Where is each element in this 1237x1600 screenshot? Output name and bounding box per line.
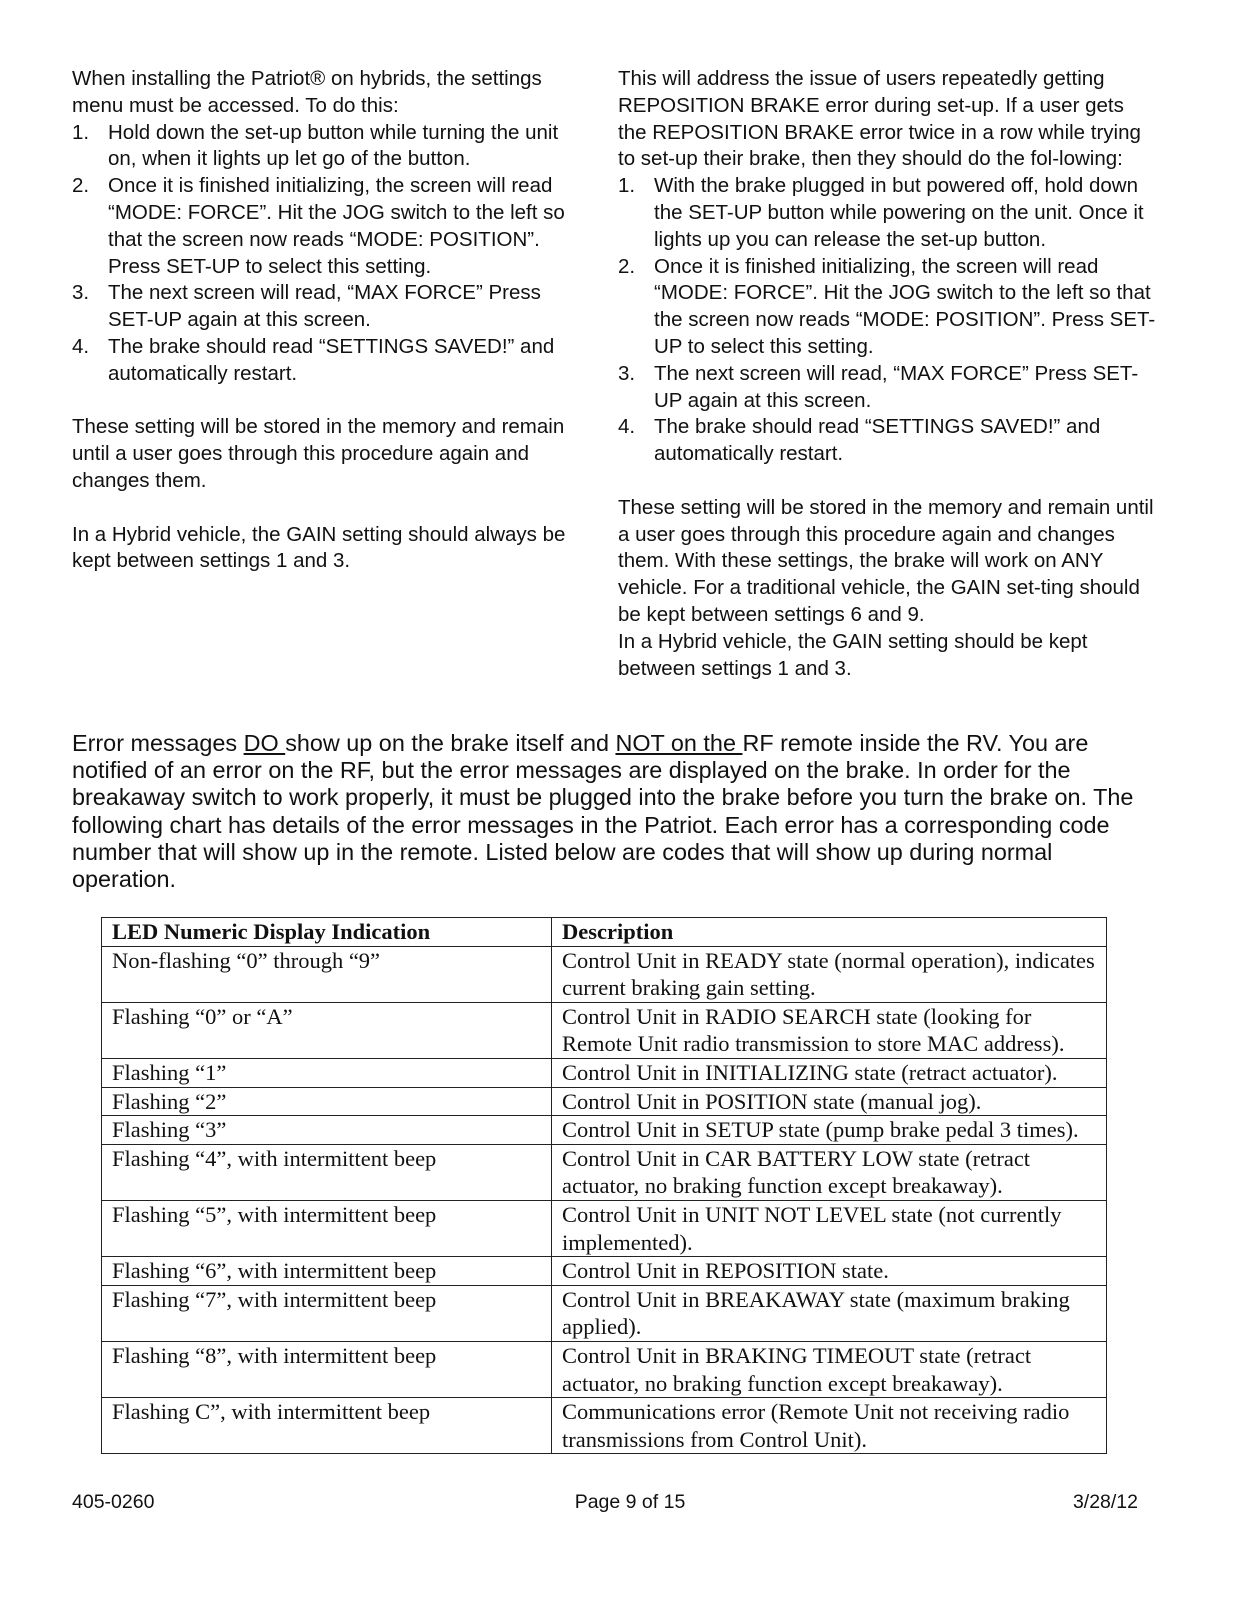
indication-cell: Flashing “1” [102, 1058, 552, 1087]
step-text: The brake should read “SETTINGS SAVED!” and automatically restart. [654, 415, 1101, 466]
step-number: 2. [72, 174, 90, 198]
description-cell: Control Unit in BRAKING TIMEOUT state (retract actuator, no braking function except breakaway). [552, 1341, 1107, 1397]
description-cell: Control Unit in BREAKAWAY state (maximum braking applied). [552, 1285, 1107, 1341]
step-text: With the brake plugged in but powered off, hold down the SET-UP button while powering on the unit. Once it lights up you can release the set-up button. [654, 174, 1144, 251]
list-item [618, 361, 1158, 415]
error-messages-intro [72, 730, 1152, 893]
table-row [102, 1144, 1107, 1200]
intro-text: show up on the brake itself and [285, 730, 616, 756]
indication-cell: Flashing “4”, with intermittent beep [102, 1144, 552, 1200]
right-column [618, 66, 1158, 682]
intro-underlined-text: NOT on the [615, 730, 743, 756]
right-storage-paragraph: These setting will be stored in the memory and remain until a user goes through this procedure again and changes them. With these settings, the brake will work on ANY vehicle. For a traditional vehicle, the GAIN set-ting should be kept between settings 6 and 9. [618, 495, 1154, 626]
step-number: 3. [618, 361, 636, 385]
step-number: 3. [72, 281, 90, 305]
indication-cell: Flashing “8”, with intermittent beep [102, 1341, 552, 1397]
table-row [102, 1087, 1107, 1116]
right-intro: This will address the issue of users repeatedly getting REPOSITION BRAKE error during set-up. If a user gets the REPOSITION BRAKE error twice in a row while trying to set-up their brake, then they should do the fol-lowing: [618, 67, 1141, 171]
indication-cell: Flashing “0” or “A” [102, 1002, 552, 1058]
indication-cell: Flashing “5”, with intermittent beep [102, 1200, 552, 1256]
step-number: 4. [72, 334, 90, 358]
left-steps-list [72, 120, 592, 388]
list-item [72, 173, 592, 280]
table-row [102, 1116, 1107, 1145]
description-cell: Control Unit in READY state (normal operation), indicates current braking gain setting. [552, 946, 1107, 1002]
table-row [102, 1341, 1107, 1397]
step-text: The next screen will read, “MAX FORCE” Press SET-UP again at this screen. [108, 281, 541, 332]
step-number: 4. [618, 415, 636, 439]
right-hybrid-paragraph: In a Hybrid vehicle, the GAIN setting should be kept between settings 1 and 3. [618, 629, 1088, 680]
indication-cell: Flashing “2” [102, 1087, 552, 1116]
step-number: 1. [72, 120, 90, 144]
step-text: Once it is finished initializing, the screen will read “MODE: FORCE”. Hit the JOG switch to the left so that the screen now reads “MODE: POSITION”. Press SET-UP to select this setting. [108, 174, 565, 278]
footer-doc-number: 405-0260 [72, 1491, 155, 1513]
description-cell: Control Unit in REPOSITION state. [552, 1257, 1107, 1286]
indication-cell: Flashing “3” [102, 1116, 552, 1145]
intro-text: RF remote inside the RV. You are notified of an error on the RF, but the error messages are displayed on the brake. In order for the breakaway switch to work properly, it must be plugged into the brake before you turn the brake on. The following chart has details of the error messages in the Patriot. Each error has a corresponding code number that will show up in the remote. Listed below are codes that will show up during normal operation. [72, 730, 1134, 893]
description-cell: Control Unit in RADIO SEARCH state (looking for Remote Unit radio transmission to store MAC address). [552, 1002, 1107, 1058]
column-header-indication: LED Numeric Display Indication [102, 918, 552, 947]
list-item [618, 254, 1158, 361]
intro-text: Error messages [72, 730, 244, 756]
step-text: Hold down the set-up button while turning the unit on, when it lights up let go of the button. [108, 120, 559, 171]
step-text: Once it is finished initializing, the screen will read “MODE: FORCE”. Hit the JOG switch to the left so that the screen now reads “MODE: POSITION”. Press SET-UP to select this setting. [654, 254, 1156, 358]
list-item [72, 334, 592, 388]
description-cell: Control Unit in SETUP state (pump brake pedal 3 times). [552, 1116, 1107, 1145]
left-intro: When installing the Patriot® on hybrids, the settings menu must be accessed. To do this: [72, 67, 542, 117]
indication-cell: Flashing “7”, with intermittent beep [102, 1285, 552, 1341]
table-row [102, 1398, 1107, 1454]
table-header-row [102, 918, 1107, 947]
step-text: The next screen will read, “MAX FORCE” Press SET-UP again at this screen. [654, 361, 1139, 412]
list-item [72, 280, 592, 334]
list-item [618, 414, 1158, 468]
description-cell: Control Unit in POSITION state (manual jog). [552, 1087, 1107, 1116]
description-cell: Control Unit in CAR BATTERY LOW state (retract actuator, no braking function except breakaway). [552, 1144, 1107, 1200]
table-row [102, 1058, 1107, 1087]
table-row [102, 946, 1107, 1002]
list-item [618, 173, 1158, 253]
indication-cell: Flashing “6”, with intermittent beep [102, 1257, 552, 1286]
left-storage-paragraph: These setting will be stored in the memory and remain until a user goes through this procedure again and changes them. [72, 415, 565, 492]
error-code-table [101, 917, 1107, 1454]
table-row [102, 1257, 1107, 1286]
column-header-description: Description [552, 918, 1107, 947]
footer-page-number: Page 9 of 15 [574, 1491, 686, 1513]
list-item [72, 120, 592, 174]
left-column [72, 66, 592, 575]
table-row [102, 1200, 1107, 1256]
description-cell: Communications error (Remote Unit not receiving radio transmissions from Control Unit). [552, 1398, 1107, 1454]
table-row [102, 1285, 1107, 1341]
step-number: 2. [618, 254, 636, 278]
footer-date: 3/28/12 [1072, 1491, 1138, 1513]
description-cell: Control Unit in INITIALIZING state (retract actuator). [552, 1058, 1107, 1087]
step-number: 1. [618, 174, 636, 198]
indication-cell: Non-flashing “0” through “9” [102, 946, 552, 1002]
table-row [102, 1002, 1107, 1058]
step-text: The brake should read “SETTINGS SAVED!” and automatically restart. [108, 334, 555, 385]
intro-underlined-text: DO [243, 730, 286, 756]
description-cell: Control Unit in UNIT NOT LEVEL state (not currently implemented). [552, 1200, 1107, 1256]
indication-cell: Flashing C”, with intermittent beep [102, 1398, 552, 1454]
right-steps-list [618, 173, 1158, 468]
left-hybrid-paragraph: In a Hybrid vehicle, the GAIN setting should always be kept between settings 1 and 3. [72, 522, 566, 573]
